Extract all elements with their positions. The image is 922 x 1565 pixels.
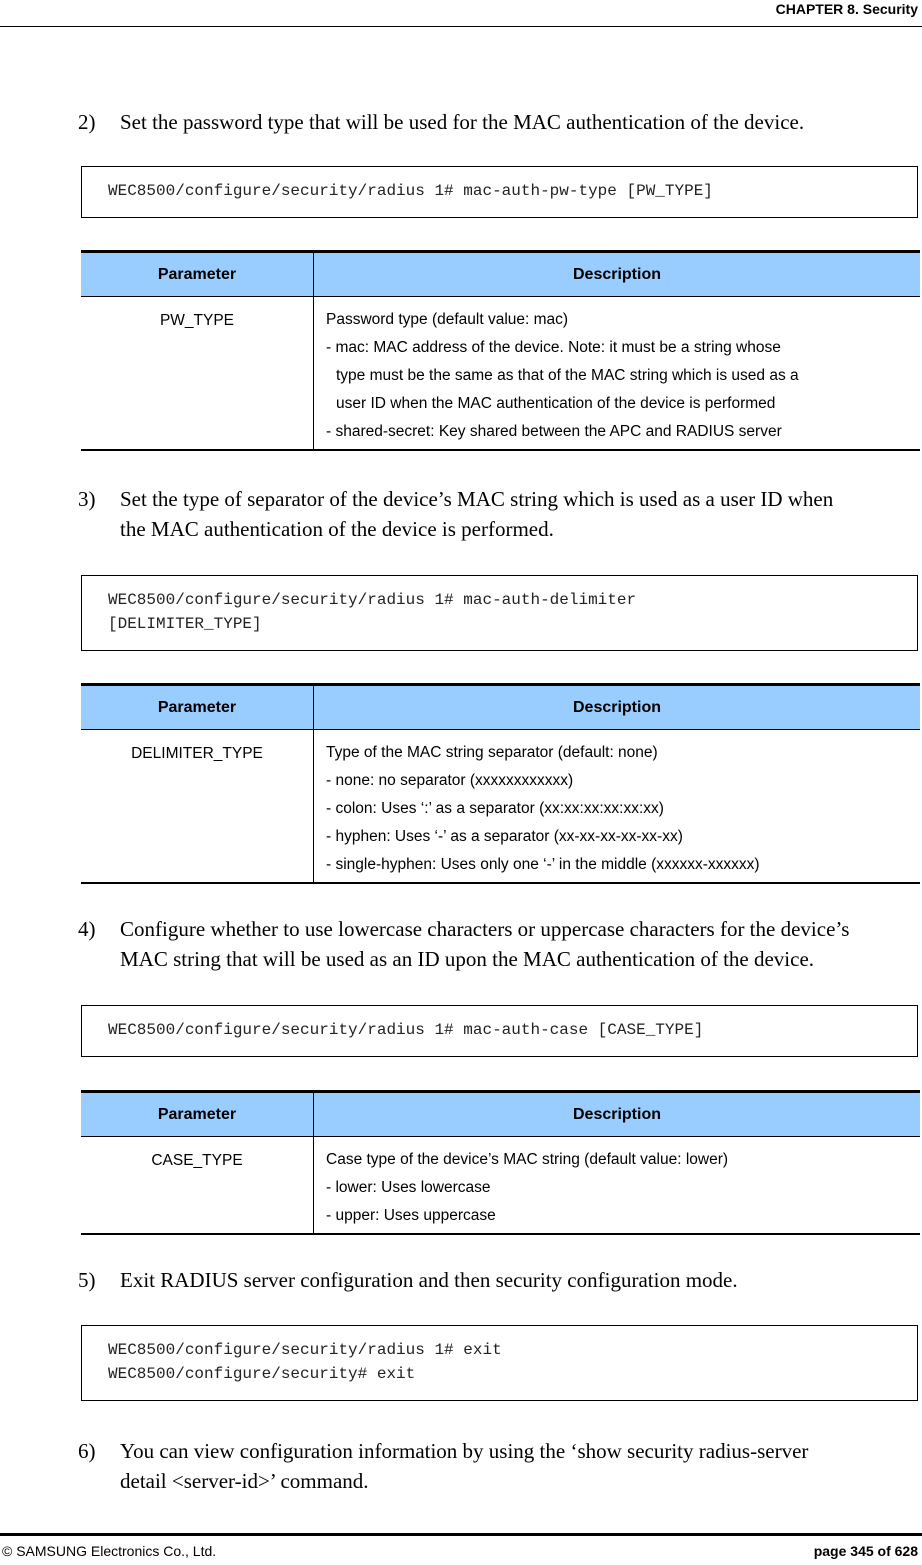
desc-line: - none: no separator (xxxxxxxxxxxx) bbox=[326, 772, 574, 789]
code-block bbox=[81, 1005, 918, 1057]
desc-line: - upper: Uses uppercase bbox=[326, 1207, 496, 1224]
desc-line: - shared-secret: Key shared between the APC and RADIUS server bbox=[326, 423, 782, 440]
step-2 bbox=[78, 107, 918, 137]
step-5 bbox=[78, 1265, 918, 1295]
table-header-parameter: Parameter bbox=[81, 685, 314, 730]
step-3 bbox=[78, 484, 918, 544]
desc-line: type must be the same as that of the MAC string which is used as a bbox=[336, 367, 799, 384]
step-number: 4) bbox=[78, 917, 96, 941]
step-6 bbox=[78, 1436, 918, 1496]
code-line: WEC8500/configure/security/radius 1# exit bbox=[108, 1341, 502, 1359]
step-text-line: detail <server-id>’ command. bbox=[120, 1469, 369, 1493]
desc-line: - mac: MAC address of the device. Note: it must be a string whose bbox=[326, 339, 781, 356]
code-line: [DELIMITER_TYPE] bbox=[108, 615, 262, 633]
param-name: DELIMITER_TYPE bbox=[81, 730, 314, 884]
param-description bbox=[314, 1137, 921, 1235]
table-header-description: Description bbox=[314, 252, 921, 297]
parameter-table bbox=[81, 683, 920, 884]
step-text-line: Configure whether to use lowercase characters or uppercase characters for the device’s bbox=[120, 917, 850, 941]
param-description bbox=[314, 730, 921, 884]
code-block bbox=[81, 1325, 918, 1401]
step-number: 5) bbox=[78, 1268, 96, 1292]
copyright: © SAMSUNG Electronics Co., Ltd. bbox=[2, 1543, 217, 1559]
step-number: 3) bbox=[78, 487, 96, 511]
chapter-title: CHAPTER 8. Security bbox=[775, 1, 918, 17]
header-divider bbox=[0, 26, 922, 27]
desc-line: - colon: Uses ‘:’ as a separator (xx:xx:xx:xx:xx:xx) bbox=[326, 800, 664, 817]
desc-line: Password type (default value: mac) bbox=[326, 311, 569, 328]
code-line: WEC8500/configure/security# exit bbox=[108, 1365, 416, 1383]
table-row bbox=[81, 297, 920, 451]
step-text-line: You can view configuration information by using the ‘show security radius-server bbox=[120, 1439, 809, 1463]
table-row bbox=[81, 1137, 920, 1235]
step-text-line: MAC string that will be used as an ID upon the MAC authentication of the device. bbox=[120, 947, 815, 971]
parameter-table bbox=[81, 1090, 920, 1235]
page-number: page 345 of 628 bbox=[813, 1543, 918, 1559]
param-name: PW_TYPE bbox=[81, 297, 314, 451]
code-line: WEC8500/configure/security/radius 1# mac-auth-delimiter bbox=[108, 591, 637, 609]
table-header-description: Description bbox=[314, 685, 921, 730]
param-description bbox=[314, 297, 921, 451]
code-line: WEC8500/configure/security/radius 1# mac-auth-case [CASE_TYPE] bbox=[108, 1021, 704, 1039]
step-text: Exit RADIUS server configuration and then security configuration mode. bbox=[120, 1268, 738, 1292]
code-block bbox=[81, 575, 918, 651]
table-row bbox=[81, 730, 920, 884]
table-header-description: Description bbox=[314, 1092, 921, 1137]
footer-divider bbox=[0, 1533, 922, 1536]
desc-line: - hyphen: Uses ‘-’ as a separator (xx-xx-xx-xx-xx-xx) bbox=[326, 828, 683, 845]
table-header-parameter: Parameter bbox=[81, 252, 314, 297]
desc-line: - single-hyphen: Uses only one ‘-’ in the middle (xxxxxx-xxxxxx) bbox=[326, 856, 760, 873]
parameter-table bbox=[81, 250, 920, 451]
desc-line: Case type of the device’s MAC string (default value: lower) bbox=[326, 1151, 729, 1168]
step-text-line: the MAC authentication of the device is performed. bbox=[120, 517, 554, 541]
step-text-line: Set the type of separator of the device’s MAC string which is used as a user ID when bbox=[120, 487, 834, 511]
step-number: 6) bbox=[78, 1439, 96, 1463]
desc-line: Type of the MAC string separator (default: none) bbox=[326, 744, 658, 761]
code-block bbox=[81, 166, 918, 218]
code-line: WEC8500/configure/security/radius 1# mac-auth-pw-type [PW_TYPE] bbox=[108, 182, 713, 200]
desc-line: - lower: Uses lowercase bbox=[326, 1179, 491, 1196]
table-header-parameter: Parameter bbox=[81, 1092, 314, 1137]
step-text: Set the password type that will be used for the MAC authentication of the device. bbox=[120, 110, 805, 134]
step-number: 2) bbox=[78, 110, 96, 134]
param-name: CASE_TYPE bbox=[81, 1137, 314, 1235]
step-4 bbox=[78, 914, 918, 974]
desc-line: user ID when the MAC authentication of the device is performed bbox=[336, 395, 776, 412]
